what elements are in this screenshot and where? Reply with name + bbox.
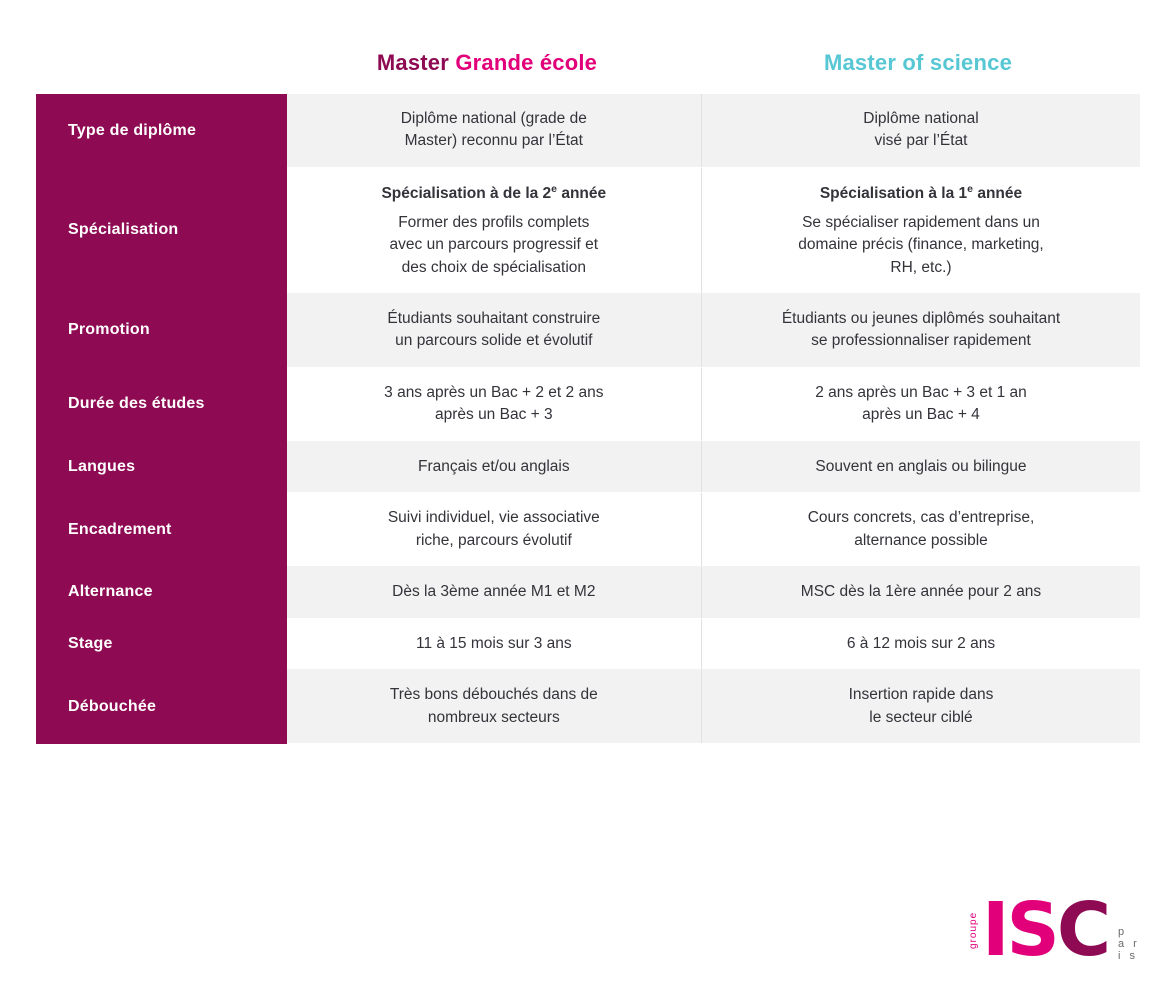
- cell-mos-langues: [701, 441, 1140, 492]
- cell-line: Diplôme national: [863, 110, 979, 127]
- cell-line: Français et/ou anglais: [417, 457, 570, 475]
- row-label-specialisation: Spécialisation: [36, 167, 287, 293]
- column-headers: [278, 50, 1140, 76]
- cell-mge-specialisation: [287, 167, 702, 293]
- cell-line: RH, etc.): [890, 258, 952, 276]
- cell-line: 6 à 12 mois sur 2 ans: [846, 634, 996, 652]
- comparison-table: [36, 94, 1140, 744]
- logo-letter-c: C: [1056, 887, 1109, 973]
- logo-letter-i: I: [982, 887, 1007, 973]
- cell-line: le secteur ciblé: [869, 708, 973, 726]
- logo-paris-text: p a r i s: [1118, 926, 1140, 962]
- cell-mge-encadrement: [287, 493, 702, 567]
- cell-line: Étudiants ou jeunes diplômés souhaitant: [781, 309, 1061, 327]
- cell-mge-debouchee: [287, 670, 702, 744]
- cell-line: des choix de spécialisation: [401, 258, 586, 276]
- cell-line: Se spécialiser rapidement dans un: [802, 213, 1040, 231]
- logo-groupe-text: groupe: [968, 911, 979, 949]
- table-row: [36, 94, 1140, 167]
- column-header-master-of-science: [696, 50, 1140, 76]
- cell-line: avec un parcours progressif et: [389, 236, 599, 254]
- row-label-encadrement: Encadrement: [36, 493, 287, 567]
- cell-line: alternance possible: [854, 531, 988, 549]
- cell-line: domaine précis (finance, marketing,: [798, 236, 1044, 254]
- table-row: [36, 618, 1140, 669]
- cell-mos-debouchee: [701, 670, 1140, 744]
- table-row: [36, 367, 1140, 441]
- cell-line: 11 à 15 mois sur 3 ans: [415, 634, 572, 652]
- cell-line: Master) reconnu par l’État: [404, 132, 583, 150]
- column-header-mge-part1: Master: [376, 50, 456, 75]
- cell-mge-langues: [287, 441, 702, 492]
- cell-mge-duree-des-etudes: [287, 367, 702, 441]
- cell-line: 3 ans après un Bac + 2 et 2 ans: [384, 383, 604, 401]
- cell-line: après un Bac + 3: [434, 406, 553, 424]
- cell-mos-duree-des-etudes: [701, 367, 1140, 441]
- row-label-stage: Stage: [36, 618, 287, 669]
- cell-mge-promotion: [287, 293, 702, 367]
- row-label-duree-des-etudes: Durée des études: [36, 367, 287, 441]
- cell-mos-alternance: [701, 567, 1140, 618]
- cell-line: Cours concrets, cas d’entreprise,: [807, 509, 1035, 527]
- cell-line: MSC dès la 1ère année pour 2 ans: [800, 583, 1042, 601]
- row-label-debouchee: Débouchée: [36, 670, 287, 744]
- table-row: [36, 670, 1140, 744]
- cell-line: Diplôme national (grade de: [400, 110, 587, 127]
- cell-heading: Spécialisation à de la 2e année: [381, 182, 607, 203]
- cell-mge-alternance: [287, 567, 702, 618]
- logo-isc-text: [982, 887, 1109, 973]
- row-label-promotion: Promotion: [36, 293, 287, 367]
- column-header-mge-part2: Grande école: [455, 50, 598, 75]
- cell-line: Suivi individuel, vie associative: [387, 509, 600, 527]
- cell-line: 2 ans après un Bac + 3 et 1 an: [815, 383, 1027, 401]
- logo-letter-s: S: [1006, 887, 1057, 973]
- cell-mos-stage: [701, 618, 1140, 669]
- isc-paris-logo: [968, 887, 1140, 973]
- table-row: [36, 167, 1140, 293]
- cell-line: Étudiants souhaitant construire: [387, 309, 601, 327]
- cell-line: Former des profils complets: [398, 213, 590, 231]
- row-label-type-de-diplome: Type de diplôme: [36, 94, 287, 167]
- cell-mos-encadrement: [701, 493, 1140, 567]
- cell-mge-type-de-diplome: [287, 94, 702, 167]
- cell-line: visé par l’État: [874, 132, 968, 150]
- cell-line: après un Bac + 4: [862, 406, 980, 424]
- cell-mos-specialisation: [701, 167, 1140, 293]
- cell-line: riche, parcours évolutif: [415, 531, 572, 549]
- table-row: [36, 441, 1140, 492]
- cell-line: Insertion rapide dans: [848, 686, 994, 704]
- cell-mge-stage: [287, 618, 702, 669]
- row-label-alternance: Alternance: [36, 567, 287, 618]
- cell-line: Très bons débouchés dans de: [389, 686, 598, 704]
- cell-line: un parcours solide et évolutif: [395, 332, 593, 350]
- table-row: [36, 567, 1140, 618]
- cell-mos-promotion: [701, 293, 1140, 367]
- cell-line: Dès la 3ème année M1 et M2: [392, 583, 596, 601]
- table-row: [36, 493, 1140, 567]
- cell-line: se professionnaliser rapidement: [811, 332, 1031, 350]
- table-row: [36, 293, 1140, 367]
- table-body: [36, 94, 1140, 744]
- cell-line: nombreux secteurs: [427, 708, 560, 726]
- column-header-mos-label: Master of science: [823, 50, 1013, 75]
- cell-line: Souvent en anglais ou bilingue: [815, 457, 1027, 475]
- column-header-master-grande-ecole: [278, 50, 696, 76]
- cell-heading: Spécialisation à la 1e année: [819, 182, 1023, 203]
- row-label-langues: Langues: [36, 441, 287, 492]
- cell-mos-type-de-diplome: [701, 94, 1140, 167]
